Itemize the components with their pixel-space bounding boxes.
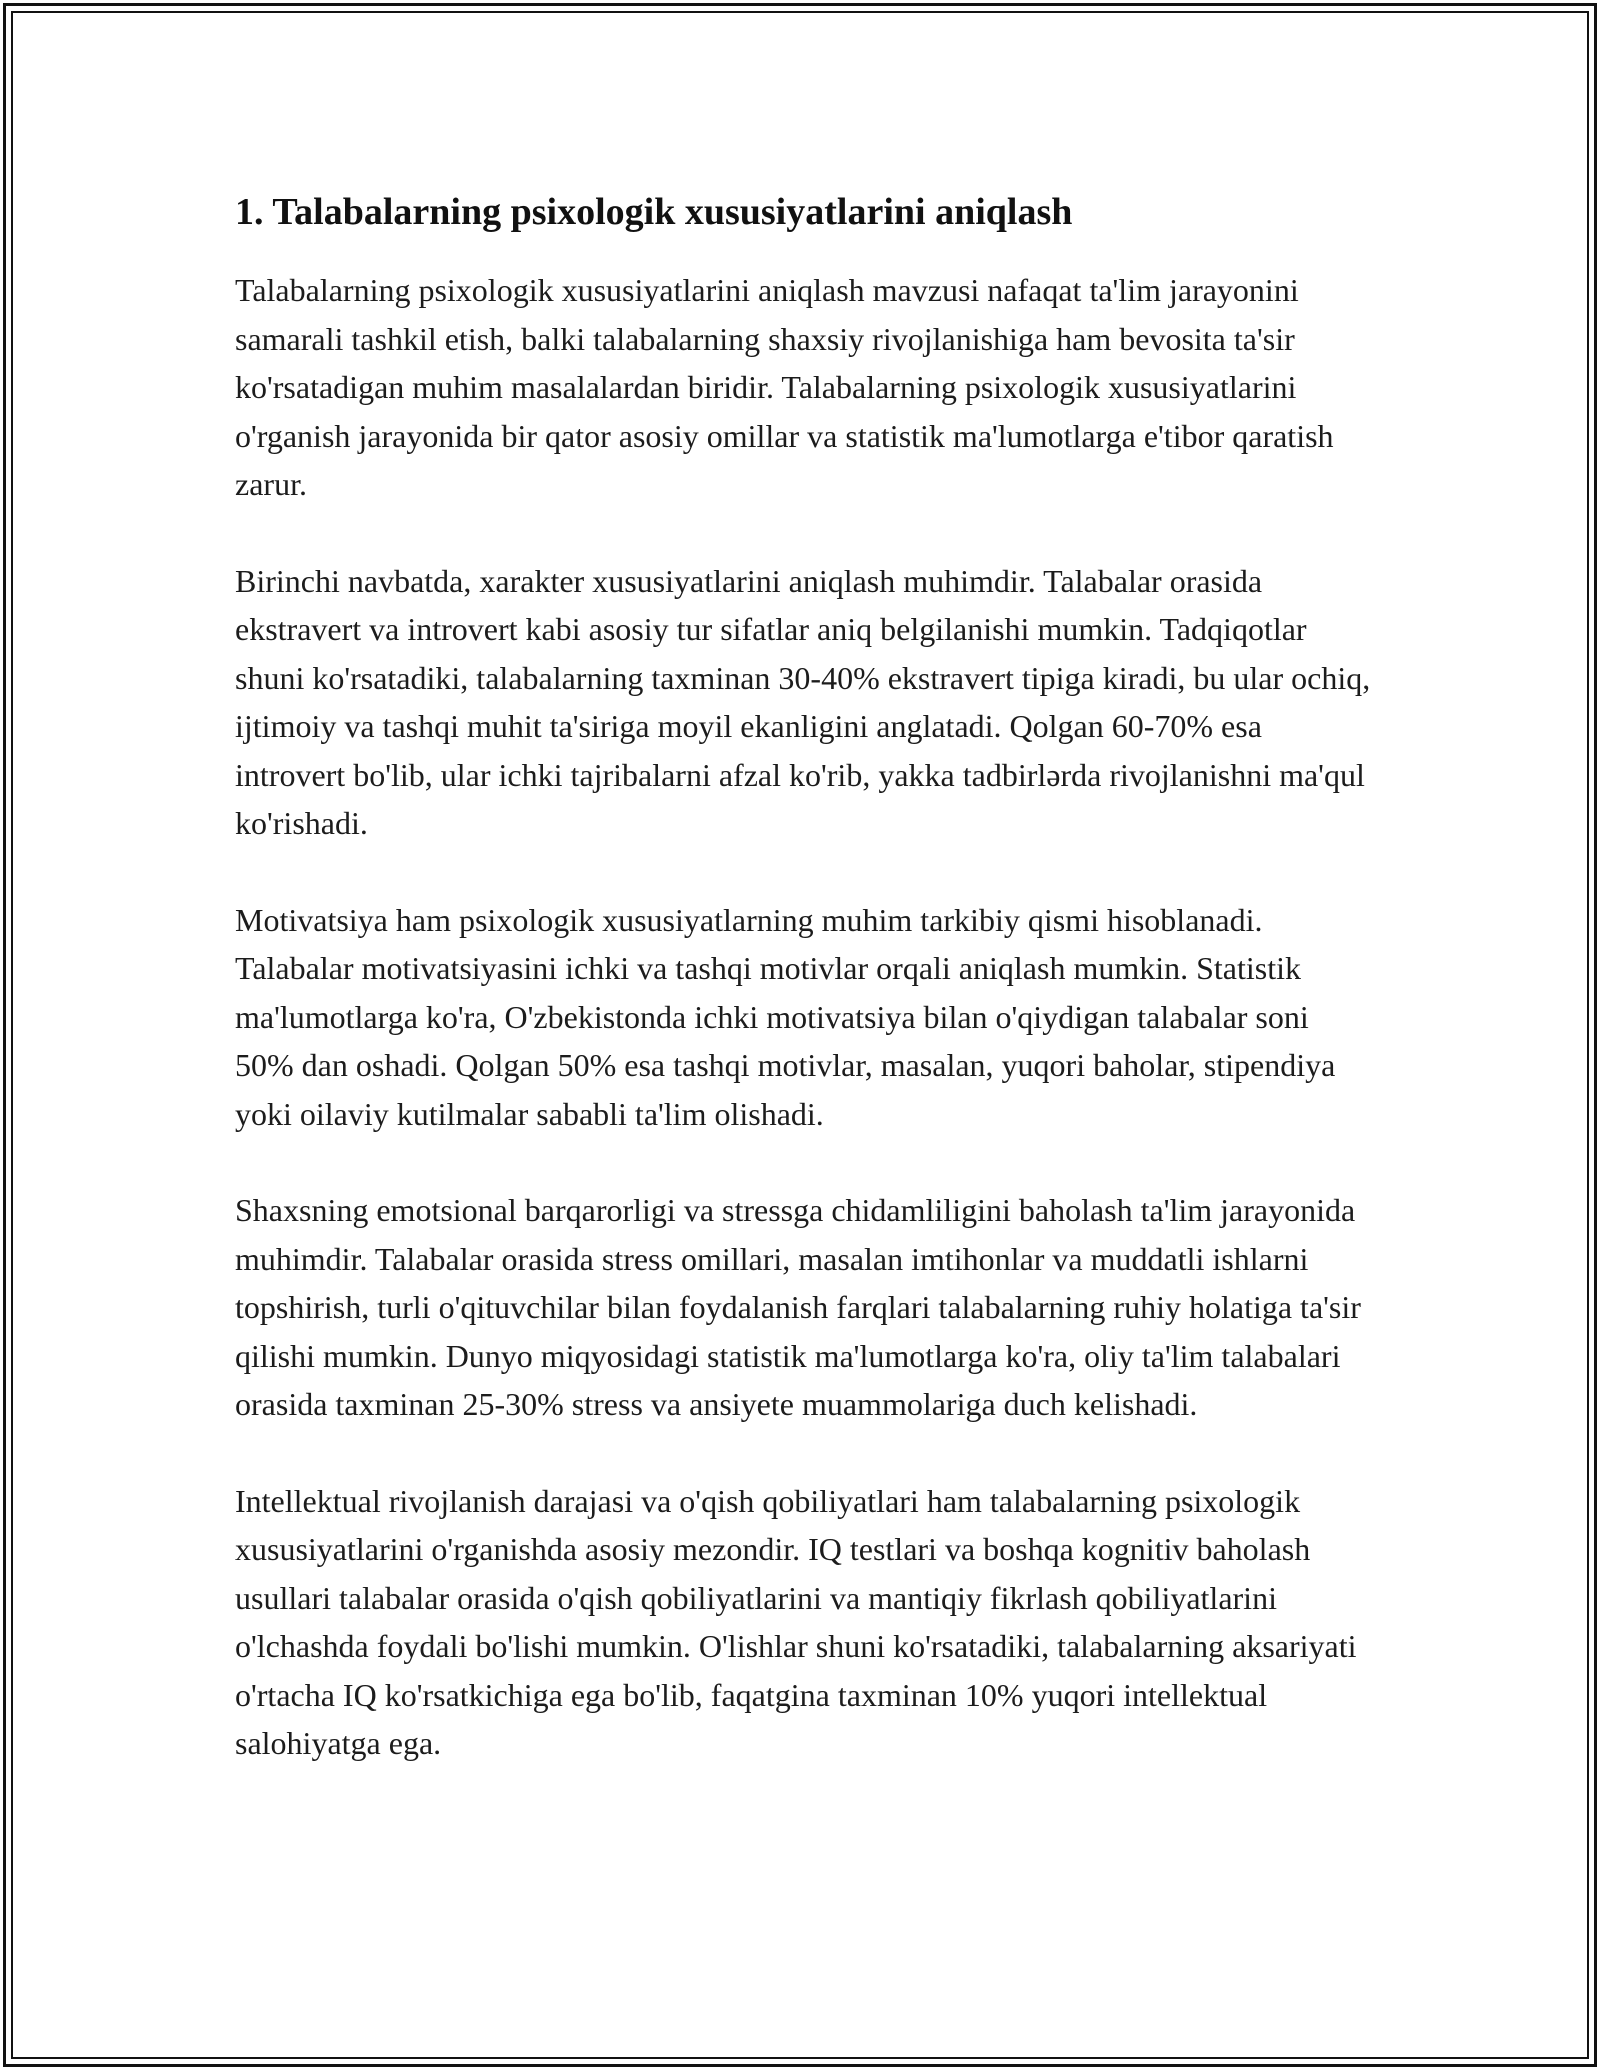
- section-heading: 1. Talabalarning psixologik xususiyatlarini aniqlash: [235, 191, 1073, 233]
- page-content: [235, 186, 1375, 1768]
- paragraph-character-traits: Birinchi navbatda, xarakter xususiyatlarini aniqlash muhimdir. Talabalar orasida ekstravert va introvert kabi asosiy tur sifatlar aniq belgilanishi mumkin. Tadqiqotlar shuni ko'rsatadiki, talabalarning taxminan 30-40% ekstravert tipiga kiradi, bu ular ochiq, ijtimoiy va tashqi muhit ta'siriga moyil ekanligini anglatadi. Qolgan 60-70% esa introvert bo'lib, ular ichki tajribalarni afzal ko'rib, yakka tadbirlərda rivojlanishni ma'qul ko'rishadi.: [235, 562, 1371, 841]
- paragraph-emotional-stability: Shaxsning emotsional barqarorligi va stressga chidamliligini baholash ta'lim jarayonida muhimdir. Talabalar orasida stress omillari, masalan imtihonlar va muddatli ishlarni topshirish, turli o'qituvchilar bilan foydalanish farqlari talabalarning ruhiy holatiga ta'sir qilishi mumkin. Dunyo miqyosidagi statistik ma'lumotlarga ko'ra, oliy ta'lim talabalari orasida taxminan 25-30% stress va ansiyete muammolariga duch kelishadi.: [235, 1192, 1361, 1422]
- paragraph-intellectual-development: Intellektual rivojlanish darajasi va o'qish qobiliyatlari ham talabalarning psixologik xususiyatlarini o'rganishda asosiy mezondir. IQ testlari va boshqa kognitiv baholash usullari talabalar orasida o'qish qobiliyatlarini va mantiqiy fikrlash qobiliyatlarini o'lchashda foydali bo'lishi mumkin. O'lishlar shuni ko'rsatadiki, talabalarning aksariyati o'rtacha IQ ko'rsatkichiga ega bo'lib, faqatgina taxminan 10% yuqori intellektual salohiyatga ega.: [235, 1482, 1357, 1761]
- paragraph-motivation: Motivatsiya ham psixologik xususiyatlarning muhim tarkibiy qismi hisoblanadi. Talabalar motivatsiyasini ichki va tashqi motivlar orqali aniqlash mumkin. Statistik ma'lumotlarga ko'ra, O'zbekistonda ichki motivatsiya bilan o'qiydigan talabalar soni 50% dan oshadi. Qolgan 50% esa tashqi motivlar, masalan, yuqori baholar, stipendiya yoki oilaviy kutilmalar sababli ta'lim olishadi.: [235, 901, 1336, 1132]
- paragraph-intro: Talabalarning psixologik xususiyatlarini aniqlash mavzusi nafaqat ta'lim jarayonini samarali tashkil etish, balki talabalarning shaxsiy rivojlanishiga ham bevosita ta'sir ko'rsatadigan muhim masalalardan biridir. Talabalarning psixologik xususiyatlarini o'rganish jarayonida bir qator asosiy omillar va statistik ma'lumotlarga e'tibor qaratish zarur.: [235, 272, 1334, 502]
